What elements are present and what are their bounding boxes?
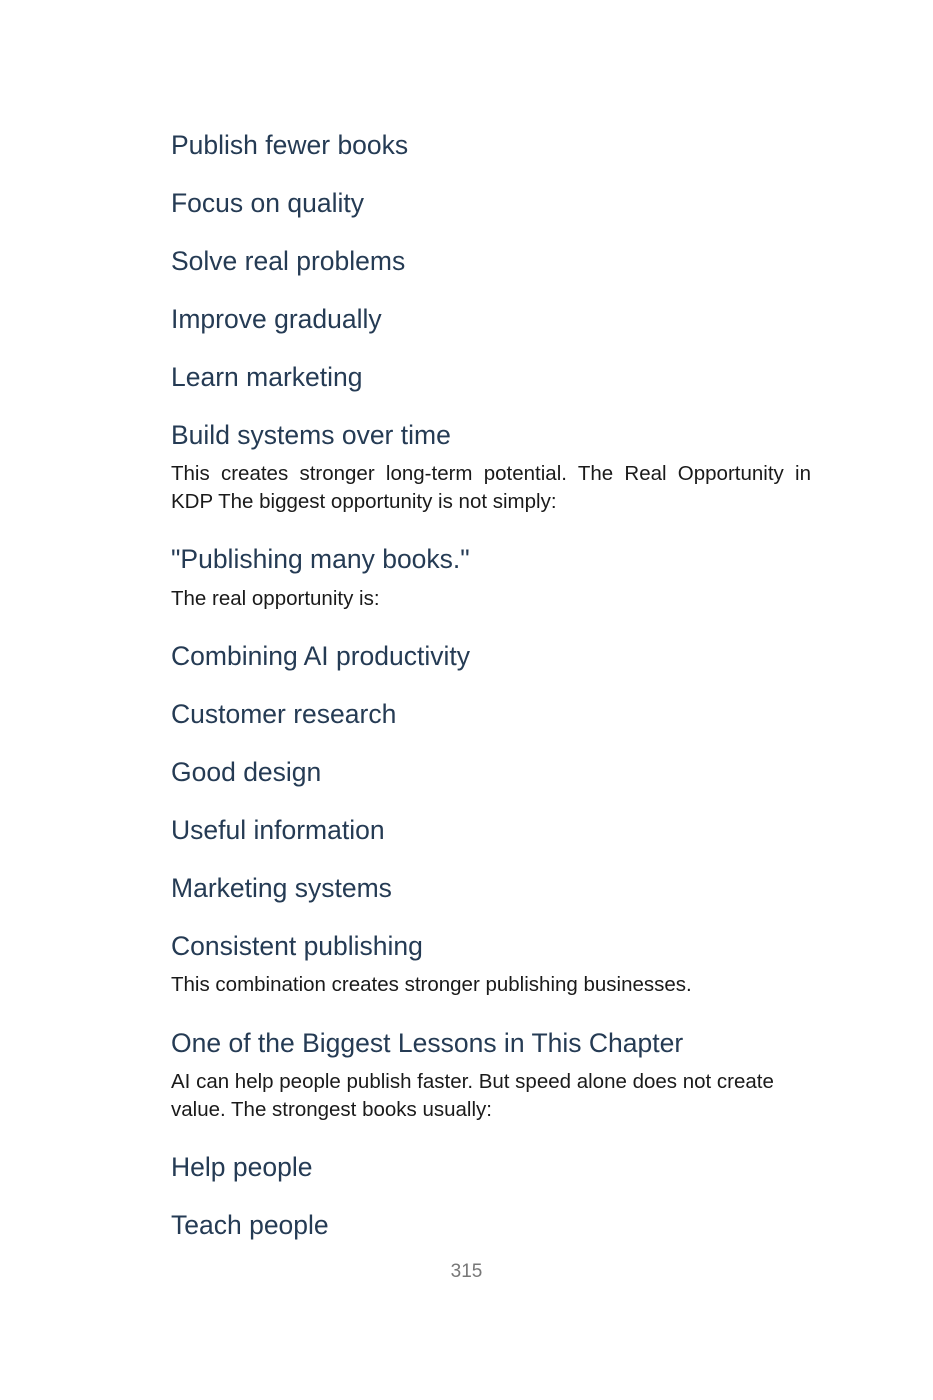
heading-improve-gradually: Improve gradually — [171, 304, 382, 334]
heading-combining-ai: Combining AI productivity — [171, 641, 471, 671]
heading-publish-fewer-books: Publish fewer books — [171, 130, 409, 160]
paragraph-combination: This combination creates stronger publishing businesses. — [171, 973, 692, 996]
paragraph-long-term-potential: This creates stronger long-term potential. The Real Opportunity in KDP The biggest opportunity is not simply: — [171, 462, 811, 513]
paragraph-real-opportunity: The real opportunity is: — [171, 587, 380, 610]
heading-publishing-many-books: "Publishing many books." — [171, 544, 470, 574]
heading-help-people: Help people — [171, 1152, 313, 1182]
heading-teach-people: Teach people — [171, 1210, 329, 1240]
heading-marketing-systems: Marketing systems — [171, 873, 392, 903]
heading-biggest-lessons: One of the Biggest Lessons in This Chapter — [171, 1028, 684, 1058]
heading-learn-marketing: Learn marketing — [171, 362, 363, 392]
heading-useful-information: Useful information — [171, 815, 385, 845]
heading-consistent-publishing: Consistent publishing — [171, 931, 423, 961]
paragraph-ai-speed: AI can help people publish faster. But speed alone does not create value. The strongest books usually: — [171, 1070, 774, 1121]
heading-focus-on-quality: Focus on quality — [171, 188, 364, 218]
heading-customer-research: Customer research — [171, 699, 397, 729]
heading-good-design: Good design — [171, 757, 322, 787]
heading-solve-real-problems: Solve real problems — [171, 246, 406, 276]
heading-build-systems: Build systems over time — [171, 420, 451, 450]
page-number: 315 — [450, 1261, 483, 1282]
